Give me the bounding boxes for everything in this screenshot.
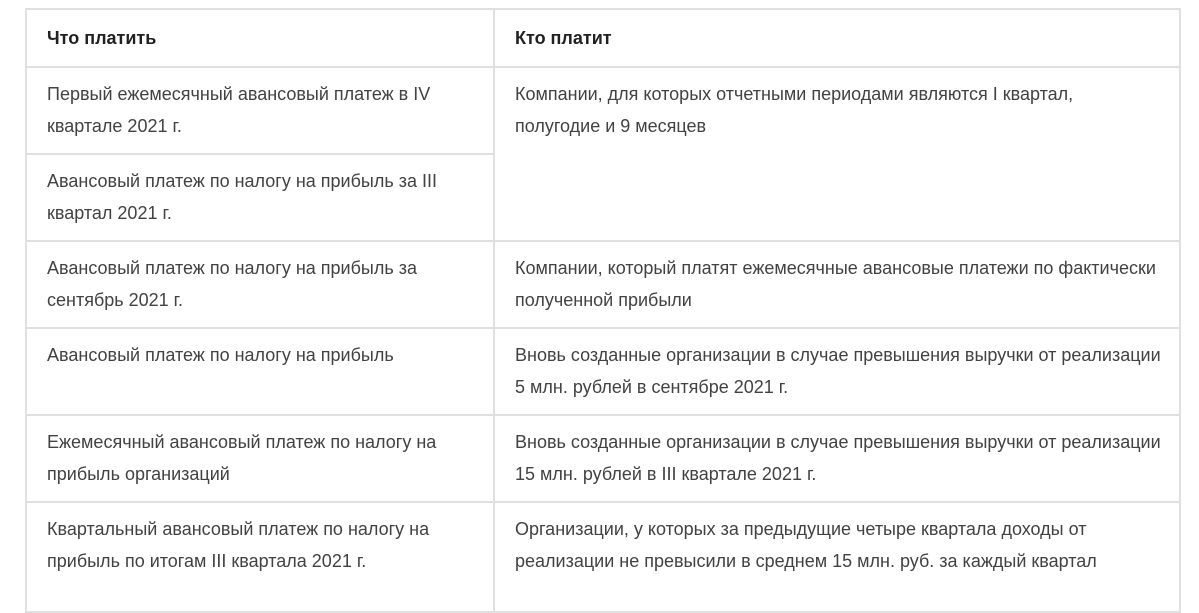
table-header-row (26, 9, 1180, 67)
column-header-what: Что платить (26, 9, 494, 67)
cell-who: Компании, для которых отчетными периодами являются I квартал, полугодие и 9 месяцев (494, 67, 1180, 241)
cell-who: Организации, у которых за предыдущие четыре квартала доходы от реализации не превысили в среднем 15 млн. руб. за каждый квартал (494, 502, 1180, 612)
payments-table (25, 8, 1181, 613)
cell-what: Первый ежемесячный авансовый платеж в IV квартале 2021 г. (26, 67, 494, 154)
payments-table-container (25, 8, 1179, 613)
table-row (26, 415, 1180, 502)
cell-what: Квартальный авансовый платеж по налогу на прибыль по итогам III квартала 2021 г. (26, 502, 494, 612)
cell-what: Ежемесячный авансовый платеж по налогу на прибыль организаций (26, 415, 494, 502)
table-row (26, 241, 1180, 328)
cell-who: Компании, который платят ежемесячные авансовые платежи по фактически полученной прибыли (494, 241, 1180, 328)
table-row (26, 328, 1180, 415)
cell-who: Вновь созданные организации в случае превышения выручки от реализации 15 млн. рублей в III квартале 2021 г. (494, 415, 1180, 502)
cell-what: Авансовый платеж по налогу на прибыль за III квартал 2021 г. (26, 154, 494, 241)
cell-what: Авансовый платеж по налогу на прибыль за сентябрь 2021 г. (26, 241, 494, 328)
column-header-who: Кто платит (494, 9, 1180, 67)
table-row (26, 502, 1180, 612)
table-row (26, 67, 1180, 154)
cell-what: Авансовый платеж по налогу на прибыль (26, 328, 494, 415)
cell-who: Вновь созданные организации в случае превышения выручки от реализации 5 млн. рублей в сентябре 2021 г. (494, 328, 1180, 415)
